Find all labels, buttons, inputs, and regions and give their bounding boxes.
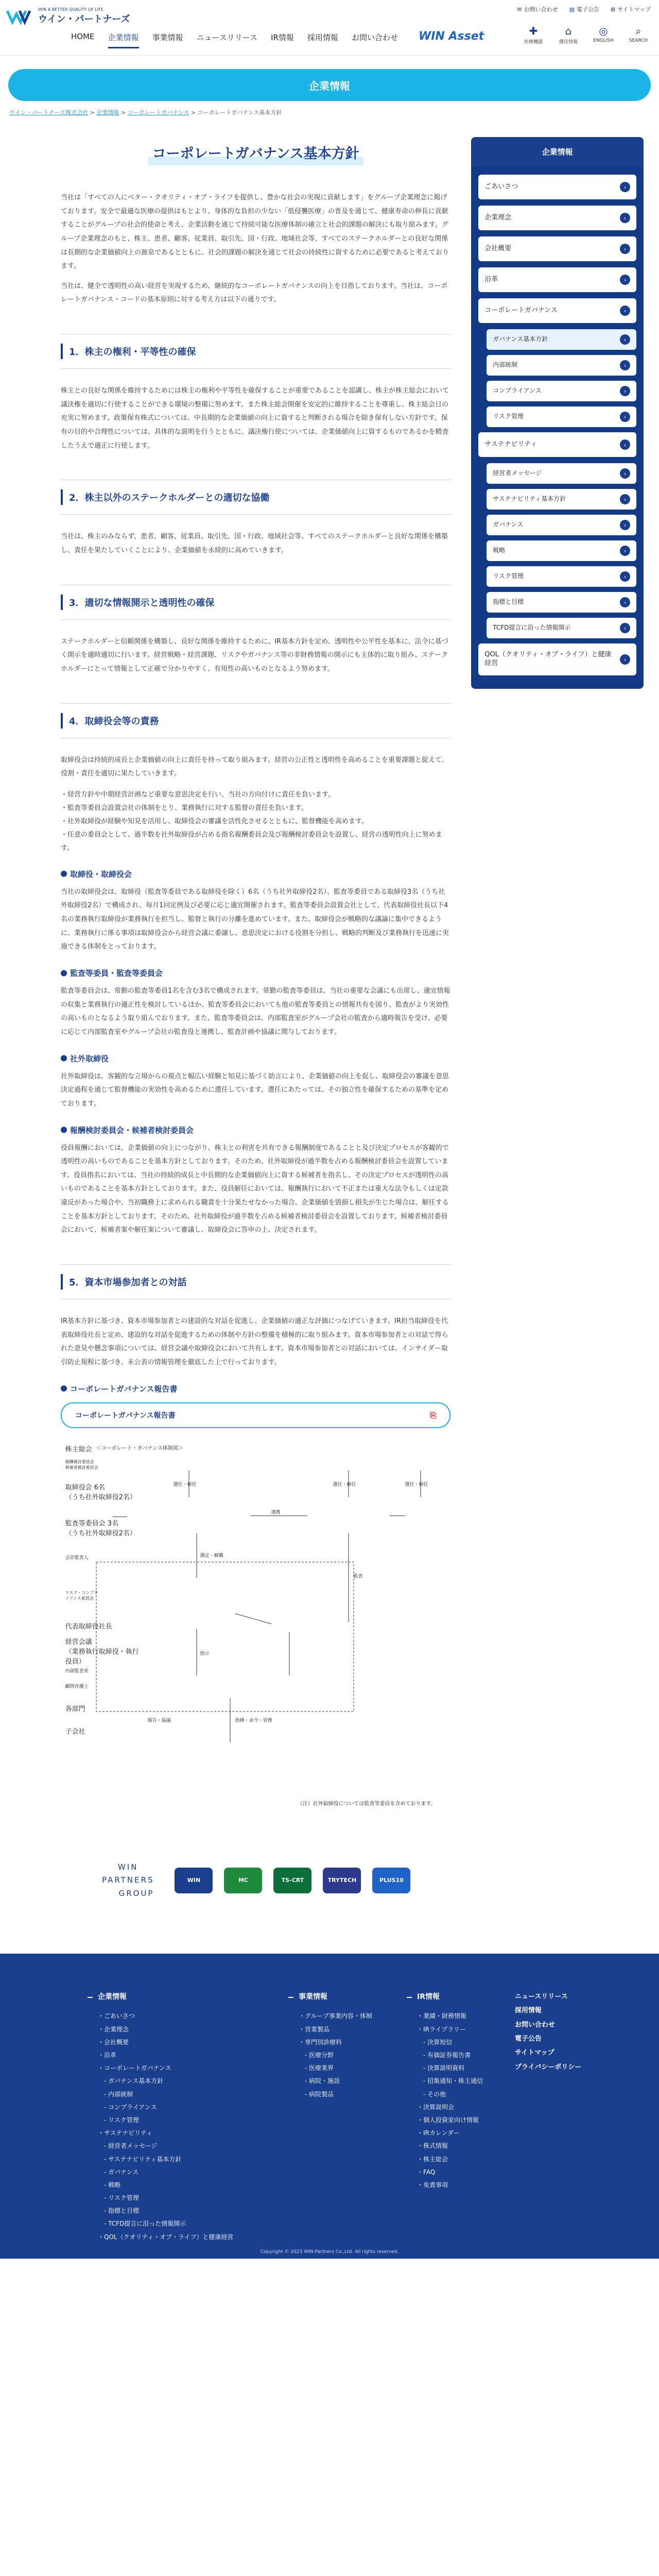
group-logo-trytech[interactable]: TRYTECH [323, 1868, 361, 1893]
chevron-right-icon: › [620, 412, 630, 422]
bullet-dot-icon [61, 1127, 67, 1133]
governance-org-chart [65, 1444, 446, 1830]
footer-link[interactable]: ・ 会社概要 [88, 2036, 233, 2049]
footer-link[interactable]: ・ 個人投資家向け情報 [407, 2114, 483, 2127]
breadcrumb-company[interactable]: 企業情報 [96, 109, 119, 116]
subsection-text: 社外取締役は、客観的な立場からの視点と幅広い経験と知見に基づく助言により、企業価値の向上を促し、取締役会の審議を意思決定過程を通じて監督機能の実効性を高めるために選任しています。選任にあたっては、その独立性を確保するための基準を定めております。 [61, 1072, 449, 1108]
section-text: 当社は、株主のみならず、患者、顧客、従業員、取引先、国・行政、地域社会等、すべてのステークホルダーと良好な関係を構築し、責任を果たしていくことにより、企業価値を永続的に高めていきます。 [61, 533, 448, 554]
org-chart-connectors [65, 1444, 446, 1784]
sidebar-item[interactable] [487, 592, 636, 613]
chevron-right-icon: › [620, 520, 630, 530]
footer-link[interactable]: - TCFD提言に沿った情報開示 [88, 2217, 233, 2230]
mail-icon: ✉ [517, 6, 522, 13]
org-label: 選任・解任 [405, 1482, 428, 1487]
global-nav [71, 32, 484, 48]
intro-paragraph: 当社は、健全で透明性の高い経営を実現するため、継続的なコーポレートガバナンスの向上を目指しております。当社は、コーポレートガバナンス・コードの基本原則に対する考え方は以下の通りです。 [61, 282, 448, 304]
english-link[interactable]: ◎ ENGLISH [593, 25, 614, 43]
list-item: ・ 監査等委員会設置会社の体制をとり、業務執行に対する監督の責任を負います。 [61, 802, 450, 815]
site-header [0, 0, 659, 56]
bullet-dot-icon [61, 1385, 67, 1392]
sidebar-item[interactable] [487, 329, 636, 350]
sidebar-item[interactable] [478, 267, 636, 292]
group-logo-win[interactable]: WIN [175, 1868, 213, 1893]
sidebar-item[interactable] [487, 515, 636, 535]
sidebar-item-label: 経営者メッセージ [493, 469, 542, 477]
footer-link[interactable]: - 経営者メッセージ [88, 2140, 233, 2153]
footer-column-title[interactable]: IR情報 [407, 1990, 483, 2005]
footer-link[interactable]: ・ ごあいさつ [88, 2010, 233, 2023]
footer-ir-column [407, 1990, 483, 2192]
group-logo-plus10[interactable]: PLUS10 [372, 1868, 410, 1893]
org-departments-box: 各部門 [65, 1705, 85, 1713]
sidebar-item-label: 戦略 [493, 547, 506, 554]
footer-link[interactable]: ・ サステナビリティ [88, 2127, 233, 2140]
org-accounting-auditor-box: 会計監査人 [65, 1555, 89, 1561]
sidebar-item-label: リスク管理 [493, 413, 524, 420]
sidebar-item-label: QOL（クオリティ・オブ・ライフ）と健康経営 [484, 651, 612, 667]
footer-link[interactable]: ・ FAQ [407, 2166, 483, 2179]
bullet-dot-icon [61, 1055, 67, 1061]
subsection-title: 取締役・取締役会 [61, 869, 450, 879]
sidebar-item[interactable] [487, 463, 636, 484]
group-logo-mc[interactable]: MC [224, 1868, 262, 1893]
footer-link[interactable]: お問い合わせ [515, 2021, 556, 2029]
org-label: 指示 [200, 1651, 210, 1656]
footer-link[interactable]: ・ IRライブラリー [407, 2023, 483, 2036]
report-heading: コーポレートガバナンス報告書 [61, 1383, 450, 1394]
subsection-text: 役員報酬においては、企業価値の向上につながり、株主との利害を共有できる報酬制度であることと及び決定プロセスが客観的で透明性の高いものであることを基本方針としております。そのため、社外取締役が過半数を占める報酬検討委員会を設置しています。役員指名においては、当社の持続的成長と中長期的な企業価値向上に資する候補者を指名し、その決定プロセスが透明性の高いものであることを基本方針としております。また、役員解任においては、報酬執行において不正または重大な法令もしくは定款違反があった場合や、当初職務上に求められる職責を十分果たせなかった場合、企業価値を毀損し損失が生じた場合は、解任することを基本方針としております。そのため、社外取締役が過半数を占める候補者検討委員会を設置しております。候補者検討委員会において、候補者案や解任案について審議し、取締役会に答申の上、決定されます。 [61, 1144, 449, 1234]
chevron-right-icon: › [620, 182, 630, 192]
footer-link[interactable]: 採用情報 [515, 2007, 542, 2015]
footer-link[interactable]: - サステナビリティ基本方針 [88, 2153, 233, 2166]
org-subsidiaries-box: 子会社 [65, 1727, 85, 1736]
sidebar-item[interactable] [487, 540, 636, 561]
org-chart-caption: ＜コーポレート・ガバナンス体制図＞ [96, 1445, 183, 1451]
nav-news[interactable]: ニュースリリース [196, 33, 258, 42]
org-label: 連携 [271, 1510, 281, 1515]
org-internal-audit-box: 内部監査室 [65, 1668, 89, 1674]
group-logo-tscrt[interactable]: TS-CRT [273, 1868, 311, 1893]
sidebar-item-label: リスク管理 [493, 572, 524, 580]
benefits-link[interactable]: ⌂ 優待情報 [559, 25, 578, 45]
footer-link[interactable]: ・ グループ事業内容・体制 [288, 2010, 372, 2023]
footer-link[interactable]: - 指標と目標 [88, 2205, 233, 2217]
globe-icon: ◎ [599, 25, 608, 37]
sidebar-item-label: 指標と目標 [493, 598, 524, 606]
section-text: ステークホルダーと信頼関係を構築し、良好な関係を維持するために、IR基本方針を定め、透明性や公平性を基本に、法令に基づく開示を適時適切に行います。経営戦略・経営課題、リスクやガバナンス等の非財務情報の開示にも主体的に取り組み、ステークホルダーにとって情報として正確で分かりやすく、有用性の高いものとなるよう努めます。 [61, 637, 448, 673]
subsection-title: 報酬検討委員会・候補者検討委員会 [61, 1125, 450, 1136]
chevron-right-icon: › [620, 275, 630, 285]
org-shareholders-box: 株主総会 [65, 1445, 92, 1453]
sidebar-item-label: ガバナンス [493, 521, 524, 529]
org-legal-advisor-box: 顧問弁護士 [65, 1684, 89, 1689]
sidebar-item-label: サステナビリティ [484, 440, 537, 448]
footer-link[interactable]: - コンプライアンス [88, 2101, 233, 2114]
footer-link[interactable]: ニュースリリース [515, 1993, 568, 2001]
sidebar-item[interactable] [487, 355, 636, 376]
footer-link[interactable]: - 病院製品 [288, 2088, 372, 2101]
sidebar-title: 企業情報 [471, 137, 644, 166]
chevron-right-icon: › [620, 360, 630, 370]
sidebar-item[interactable] [487, 618, 636, 638]
responsibility-list [61, 788, 450, 855]
org-chart-note: （注）社外取締役については監査等委員を含めております。 [297, 1801, 436, 1807]
footer-link[interactable]: - リスク管理 [88, 2192, 233, 2205]
sidebar-item-label: 会社概要 [484, 244, 512, 252]
footer-link[interactable]: ・ IRカレンダー [407, 2127, 483, 2140]
footer-link[interactable]: - 決算短信 [407, 2036, 483, 2049]
document-icon: ▤ [569, 6, 575, 13]
org-label: 指揮・命令・管理 [235, 1718, 272, 1723]
dash-icon [407, 1997, 412, 1998]
chevron-right-icon: › [620, 213, 630, 223]
site-footer [0, 1954, 659, 2259]
list-item: ・ 経営方針や中期経営計画など重要な意思決定を行い、当社の方向付けに責任を負います。 [61, 788, 450, 802]
footer-link[interactable]: プライバシーポリシー [515, 2063, 582, 2071]
org-board-box: 取締役会 6名 （うち社外取締役2名） [65, 1483, 136, 1501]
section-title: 1．株主の権利・平等性の確保 [61, 334, 450, 369]
nav-company[interactable]: 企業情報 [108, 32, 139, 48]
top-links [517, 5, 651, 13]
org-label: 選定・解職 [200, 1553, 223, 1558]
nav-recruit[interactable]: 採用情報 [307, 33, 338, 42]
chevron-right-icon: › [620, 597, 630, 607]
sidebar-item[interactable] [487, 566, 636, 587]
copyright: Copyright © 2023 WIN-Partners Co.,Ltd. All rights reserved. [260, 2249, 399, 2255]
sidebar-item[interactable] [478, 298, 636, 323]
search-button[interactable]: ⌕ SEARCH [629, 25, 648, 43]
footer-link[interactable]: - 決算説明資料 [407, 2062, 483, 2075]
footer-link[interactable]: ・ 決算説明会 [407, 2101, 483, 2114]
breadcrumb-governance[interactable]: コーポレートガバナンス [127, 109, 189, 116]
sidebar-item-label: 内部統制 [493, 361, 518, 369]
footer-link[interactable]: - 医療業界 [288, 2062, 372, 2075]
list-item: ・ 任意の委員会として、過半数を社外取締役が占める指名報酬委員会及び報酬検討委員会を設置し、経営の透明性向上に努めます。 [61, 828, 450, 855]
medical-equipment-link[interactable]: ✚ 医療機器 [524, 25, 543, 45]
sidebar-item[interactable] [478, 236, 636, 261]
medical-icon: ✚ [529, 25, 538, 37]
footer-link[interactable]: - 医療分野 [288, 2049, 372, 2062]
sitemap-link[interactable]: ⊞ サイトマップ [610, 6, 651, 13]
e-notice-link[interactable]: ▤ 電子公告 [569, 6, 599, 13]
bullet-dot-icon [61, 871, 67, 877]
footer-other-column [515, 1990, 581, 2074]
chevron-right-icon: › [620, 571, 630, 582]
contact-link[interactable]: ✉ お問い合わせ [517, 6, 558, 13]
chevron-right-icon: › [620, 654, 630, 665]
org-management-meeting-box: 経営会議 （業務執行取締役・執行役員） [65, 1638, 139, 1666]
sidebar-item[interactable] [478, 206, 636, 230]
footer-link[interactable]: - その他 [407, 2088, 483, 2101]
org-risk-committee-box: リスク・コンプライアンス委員会 [65, 1590, 98, 1601]
footer-link[interactable]: ・ 専門別診療科 [288, 2036, 372, 2049]
footer-link[interactable]: - 戦略 [88, 2179, 233, 2192]
chevron-right-icon: › [620, 306, 630, 316]
footer-link[interactable]: ・ QOL（クオリティ・オブ・ライフ）と健康経営 [88, 2231, 233, 2244]
section-title: 3．適切な情報開示と透明性の確保 [61, 585, 450, 620]
sidebar-item[interactable] [487, 489, 636, 510]
icon-nav [520, 25, 652, 45]
footer-link[interactable]: ・ 免責事項 [407, 2179, 483, 2192]
sidebar-item-label: 企業理念 [484, 213, 512, 222]
sidebar-item-label: TCFD提言に沿った情報開示 [493, 624, 571, 632]
sidebar-menu [471, 166, 644, 689]
footer-link[interactable]: サイトマップ [515, 2049, 554, 2057]
org-label: 選任・解任 [173, 1482, 197, 1487]
footer-link[interactable]: - ガバナンス基本方針 [88, 2075, 233, 2088]
dash-icon [288, 1997, 293, 1998]
chevron-right-icon: › [620, 546, 630, 556]
footer-link[interactable]: ・ 株主総会 [407, 2153, 483, 2166]
org-ceo-box: 代表取締役社長 [65, 1622, 112, 1631]
sidebar-item-label: ガバナンス基本方針 [493, 335, 548, 343]
footer-link[interactable]: ・ 株式情報 [407, 2140, 483, 2153]
sidebar-item[interactable] [478, 175, 636, 199]
breadcrumb: ウイン・パートナーズ株式会社 > 企業情報 > コーポレートガバナンス > コーポレートガバナンス基本方針 [9, 109, 282, 116]
page-title: コーポレートガバナンス基本方針 [148, 142, 363, 165]
sidebar [471, 137, 644, 1941]
win-asset-link[interactable]: WIN Asset [418, 30, 484, 43]
sidebar-item-label: 沿革 [484, 275, 498, 283]
chevron-right-icon: › [620, 468, 630, 479]
section-text: 株主との良好な関係を維持するためには株主の権利や平等性を確保することが重要であることを認識し、株主が株主総会において議決権を適切に行使することができる環境の整備に努めます。また株主総会開催を安定的に維持することを尊重し、株主総会日の充実に努めます。政策保有株式については、中長期的な企業価値の向上に資すると判断される場合を除き保有しない方針です。保有の目的や合理性については、具体的な説明を行うとともに、議決権行使については、企業価値向上に資するものであるかを精査したうえで適正に行使します。 [61, 387, 449, 450]
nav-contact[interactable]: お問い合わせ [351, 33, 398, 42]
footer-link[interactable]: ・ 業績・財務情報 [407, 2010, 483, 2023]
section-text: 取締役会は持続的成長と企業価値の向上に責任を持って取り組みます。経営の公正性と透明性を高めることを重要課題と捉えて、役割・責任を適切に果たしていきます。 [61, 756, 448, 778]
footer-link[interactable]: - リスク管理 [88, 2114, 233, 2127]
footer-link[interactable]: 電子公告 [515, 2035, 542, 2043]
governance-report-download-button[interactable]: コーポレートガバナンス報告書 ⎘ [61, 1402, 450, 1428]
section-title: 2．株主以外のステークホルダーとの適切な協働 [61, 480, 450, 515]
footer-link[interactable]: ・ 企業理念 [88, 2023, 233, 2036]
company-logo[interactable] [6, 7, 130, 25]
sitemap-icon: ⊞ [610, 6, 616, 13]
footer-link[interactable]: ・ 営業製品 [288, 2023, 372, 2036]
section-text: IR基本方針に基づき、資本市場参加者との建設的な対話を促進し、企業価値の適正な評価につなげていきます。IR担当取締役を代表取締役社長と定め、建設的な対話を促進するための体制や方針の整備を積極的に取り組みます。資本市場参加者との対話で得られた意見や懸念事項については、経営会議や取締役会において共有します。資本市場参加者との対話においては、インサイダー取引防止規程に基づき、未公表の情報管理を徹底した上で行っております。 [61, 1317, 448, 1366]
gift-icon: ⌂ [565, 25, 572, 37]
footer-link[interactable]: - 招集通知・株主通信 [407, 2075, 483, 2088]
org-label: 選任・解任 [333, 1482, 356, 1487]
org-label: 報告・協議 [147, 1718, 171, 1723]
footer-link[interactable]: - ガバナンス [88, 2166, 233, 2179]
sidebar-item-label: ごあいさつ [484, 182, 518, 191]
chevron-right-icon: › [620, 494, 630, 504]
sidebar-item[interactable] [478, 643, 636, 675]
footer-company-column [88, 1990, 233, 2244]
org-audit-committee-box: 監査等委員会 3名 （うち社外取締役2名） [65, 1519, 136, 1537]
chevron-right-icon: › [620, 439, 630, 450]
sidebar-item[interactable] [478, 432, 636, 457]
bullet-dot-icon [61, 970, 67, 976]
footer-link[interactable]: ・ コーポレートガバナンス [88, 2062, 233, 2075]
chevron-right-icon: › [620, 623, 630, 633]
main-content [61, 132, 450, 1941]
footer-column-title[interactable]: 事業情報 [288, 1990, 372, 2005]
org-compensation-committee-box: 報酬検討委員会 候補者検討委員会 [65, 1459, 98, 1470]
subsection-text: 監査等委員会は、常勤の監査等委員1名を含む3名で構成されます。常勤の監査等委員は、当社の重要な会議にも出席し、適宜情報の収集と業務執行の適正性を検討しているほか、監査等委員会においても他の監査等委員との情報共有を図り、監査がより実効性の高いものとなるよう取り組んでおります。また、監査等委員会は、内部監査室がグループ会社の監査から適時報告を受け、必要に応じて内部監査室やグループ会社の監査役と連携し、監査計画や協議に関与しております。 [61, 987, 450, 1036]
group-title: WIN PARTNERS GROUP [102, 1862, 154, 1898]
group-companies [102, 1861, 450, 1901]
sidebar-item-label: コーポレートガバナンス [484, 306, 558, 314]
logo-name: ウイン・パートナーズ [38, 14, 130, 25]
search-icon: ⌕ [635, 25, 641, 37]
chevron-right-icon: › [620, 244, 630, 254]
chevron-right-icon: › [620, 386, 630, 396]
footer-link[interactable]: - 有価証券報告書 [407, 2049, 483, 2062]
footer-business-column [288, 1990, 372, 2101]
pdf-icon: ⎘ [430, 1410, 437, 1420]
nav-home[interactable]: HOME [71, 32, 95, 41]
chevron-right-icon: › [620, 334, 630, 345]
section-title: 5．資本市場参加者との対話 [61, 1264, 450, 1299]
logo-tagline: WIN A BETTER QUALITY OF LIFE [38, 7, 103, 12]
win-partners-logo-icon [6, 8, 34, 25]
section-title: 4．取締役会等の責務 [61, 703, 450, 738]
breadcrumb-current: コーポレートガバナンス基本方針 [197, 109, 282, 116]
page-banner: 企業情報 [8, 69, 651, 101]
subsection-title: 社外取締役 [61, 1053, 450, 1064]
breadcrumb-home[interactable]: ウイン・パートナーズ株式会社 [9, 109, 89, 116]
nav-business[interactable]: 事業情報 [152, 33, 183, 42]
footer-column-title[interactable]: 企業情報 [88, 1990, 233, 2005]
sidebar-item[interactable] [487, 406, 636, 427]
sidebar-item[interactable] [487, 381, 636, 401]
list-item: ・ 社外取締役が経験や知見を活用し、取締役会の審議を活性化させるとともに、監督機能を高めます。 [61, 815, 450, 828]
intro-paragraph: 当社は「すべての人にベター・クオリティ・オブ・ライフを提供し、豊かな社会の実現に貢献します」をグループ企業理念に掲げております。安全で最適な医療の提供はもとより、身体的な負担の少ない「低侵襲医療」の普及を通じて、健康寿命の伸長に貢献することがグループの社会的使命と考え、企業活動を通じて持続可能な医療体制の確立と社会的課題の解決にも取り組みます。グループ企業理念のもと、株主、患者、顧客、従業員、取引先、国・行政、地域社会等、すべてのステークホルダーとの良好な関係は長期的な企業価値向上の源泉であるとともに、社会的課題の解決を通じて社会の持続性に資するために必要であると考えております。 [61, 194, 449, 270]
org-label: 監査 [353, 1573, 363, 1579]
subsection-text: 当社の取締役会は、取締役（監査等委員である取締役を除く）6名（うち社外取締役2名）、監査等委員である取締役3名（うち社外取締役2名）で構成され、毎月1回定例及び必要に応じ適宜開催されます。監査等委員会設置会社として、代表取締役社長以下4名の業務執行取締役が業務執行を担当し、監督と執行の分離を進めています。また、取締役会が戦略的な議論に集中できるように、業務執行に係る事項は取締役会から経営会議に委譲し、意思決定における役割を分担し、戦略的判断及び業務執行を迅速に実施できる体制をとっております。 [61, 888, 449, 951]
sidebar-item-label: サステナビリティ基本方針 [493, 495, 566, 503]
nav-ir[interactable]: IR情報 [271, 33, 294, 42]
sidebar-item-label: コンプライアンス [493, 387, 542, 395]
subsection-title: 監査等委員・監査等委員会 [61, 968, 450, 978]
footer-link[interactable]: - 病院・施設 [288, 2075, 372, 2088]
footer-link[interactable]: - 内部統制 [88, 2088, 233, 2101]
footer-link[interactable]: ・ 沿革 [88, 2049, 233, 2062]
dash-icon [88, 1997, 93, 1998]
